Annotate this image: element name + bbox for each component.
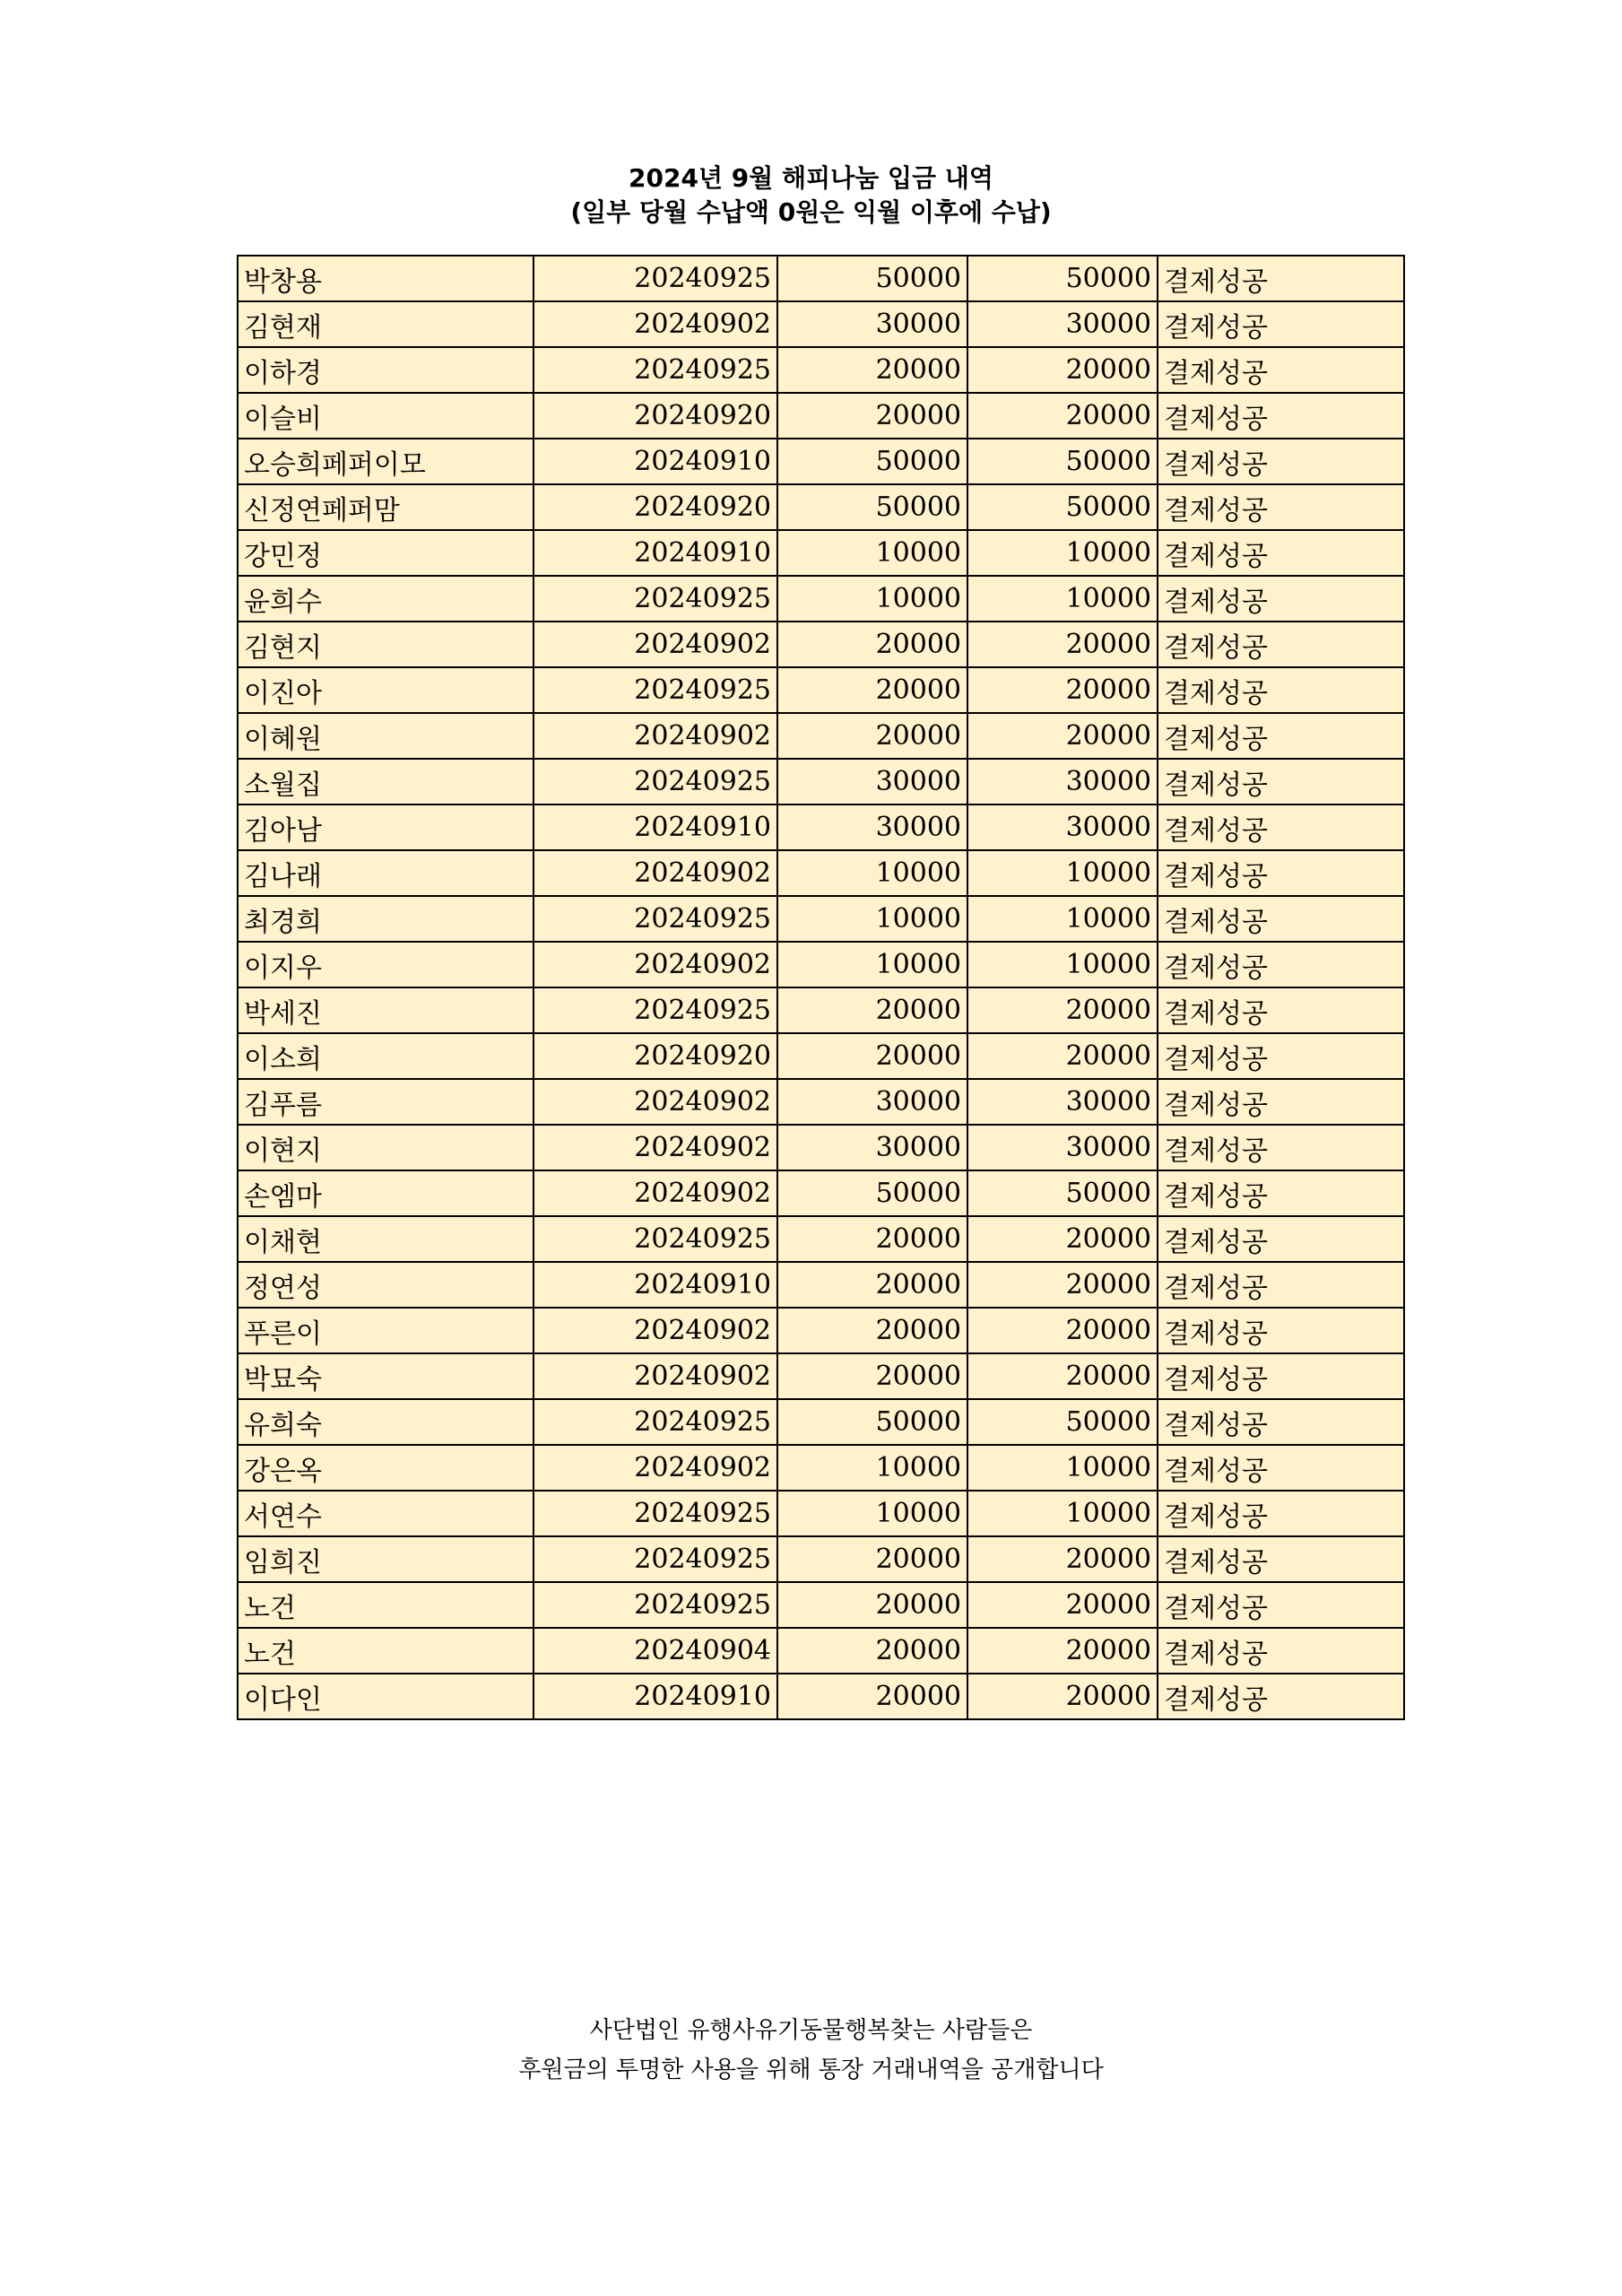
- date-cell: 20240902: [533, 713, 777, 759]
- status-cell: 결제성공: [1158, 1445, 1404, 1491]
- date-cell: 20240925: [533, 576, 777, 622]
- billed-amount-cell: 50000: [777, 439, 967, 484]
- donor-name-cell: 신정연페퍼맘: [238, 484, 533, 530]
- date-cell: 20240920: [533, 393, 777, 439]
- status-cell: 결제성공: [1158, 1674, 1404, 1719]
- donor-name-cell: 강민정: [238, 530, 533, 576]
- date-cell: 20240925: [533, 1491, 777, 1536]
- table-row: [238, 942, 1404, 987]
- paid-amount-cell: 30000: [967, 301, 1158, 347]
- date-cell: 20240902: [533, 1079, 777, 1125]
- date-cell: 20240910: [533, 1262, 777, 1308]
- billed-amount-cell: 10000: [777, 530, 967, 576]
- paid-amount-cell: 20000: [967, 1308, 1158, 1353]
- table-row: [238, 1582, 1404, 1628]
- table-row: [238, 1445, 1404, 1491]
- billed-amount-cell: 10000: [777, 850, 967, 896]
- billed-amount-cell: 10000: [777, 942, 967, 987]
- paid-amount-cell: 20000: [967, 622, 1158, 667]
- donor-name-cell: 임희진: [238, 1536, 533, 1582]
- date-cell: 20240925: [533, 256, 777, 301]
- date-cell: 20240902: [533, 1125, 777, 1170]
- donor-name-cell: 박세진: [238, 987, 533, 1033]
- status-cell: 결제성공: [1158, 804, 1404, 850]
- page-subtitle: (일부 당월 수납액 0원은 익월 이후에 수납): [570, 197, 1052, 227]
- donor-name-cell: 이슬비: [238, 393, 533, 439]
- table-row: [238, 850, 1404, 896]
- billed-amount-cell: 30000: [777, 301, 967, 347]
- paid-amount-cell: 20000: [967, 1262, 1158, 1308]
- status-cell: 결제성공: [1158, 530, 1404, 576]
- date-cell: 20240925: [533, 759, 777, 804]
- status-cell: 결제성공: [1158, 1399, 1404, 1445]
- table-row: [238, 896, 1404, 942]
- donor-name-cell: 서연수: [238, 1491, 533, 1536]
- date-cell: 20240902: [533, 1353, 777, 1399]
- donor-name-cell: 푸른이: [238, 1308, 533, 1353]
- deposit-table: [237, 255, 1405, 1720]
- status-cell: 결제성공: [1158, 1536, 1404, 1582]
- table-row: [238, 759, 1404, 804]
- paid-amount-cell: 10000: [967, 850, 1158, 896]
- donor-name-cell: 유희숙: [238, 1399, 533, 1445]
- status-cell: 결제성공: [1158, 1308, 1404, 1353]
- status-cell: 결제성공: [1158, 850, 1404, 896]
- donor-name-cell: 이하경: [238, 347, 533, 393]
- deposit-table-body: [238, 256, 1404, 1719]
- billed-amount-cell: 20000: [777, 1674, 967, 1719]
- status-cell: 결제성공: [1158, 759, 1404, 804]
- table-row: [238, 256, 1404, 301]
- billed-amount-cell: 50000: [777, 256, 967, 301]
- date-cell: 20240925: [533, 987, 777, 1033]
- billed-amount-cell: 20000: [777, 393, 967, 439]
- donor-name-cell: 오승희페퍼이모: [238, 439, 533, 484]
- status-cell: 결제성공: [1158, 576, 1404, 622]
- table-row: [238, 484, 1404, 530]
- status-cell: 결제성공: [1158, 1170, 1404, 1216]
- date-cell: 20240902: [533, 622, 777, 667]
- date-cell: 20240902: [533, 850, 777, 896]
- status-cell: 결제성공: [1158, 347, 1404, 393]
- date-cell: 20240910: [533, 439, 777, 484]
- billed-amount-cell: 20000: [777, 1033, 967, 1079]
- table-row: [238, 1125, 1404, 1170]
- paid-amount-cell: 30000: [967, 804, 1158, 850]
- billed-amount-cell: 20000: [777, 987, 967, 1033]
- billed-amount-cell: 10000: [777, 576, 967, 622]
- table-row: [238, 1033, 1404, 1079]
- footer-line-1: 사단법인 유행사유기동물행복찾는 사람들은: [589, 2017, 1033, 2044]
- paid-amount-cell: 20000: [967, 1353, 1158, 1399]
- status-cell: 결제성공: [1158, 1216, 1404, 1262]
- date-cell: 20240920: [533, 1033, 777, 1079]
- status-cell: 결제성공: [1158, 256, 1404, 301]
- billed-amount-cell: 10000: [777, 896, 967, 942]
- billed-amount-cell: 30000: [777, 759, 967, 804]
- status-cell: 결제성공: [1158, 1491, 1404, 1536]
- donor-name-cell: 노건: [238, 1582, 533, 1628]
- paid-amount-cell: 20000: [967, 987, 1158, 1033]
- date-cell: 20240902: [533, 1445, 777, 1491]
- donor-name-cell: 김나래: [238, 850, 533, 896]
- donor-name-cell: 이소희: [238, 1033, 533, 1079]
- status-cell: 결제성공: [1158, 301, 1404, 347]
- table-row: [238, 1308, 1404, 1353]
- page-title: 2024년 9월 해피나눔 입금 내역: [629, 163, 993, 193]
- status-cell: 결제성공: [1158, 987, 1404, 1033]
- status-cell: 결제성공: [1158, 1079, 1404, 1125]
- donor-name-cell: 김현재: [238, 301, 533, 347]
- billed-amount-cell: 30000: [777, 1125, 967, 1170]
- date-cell: 20240910: [533, 804, 777, 850]
- table-row: [238, 301, 1404, 347]
- paid-amount-cell: 50000: [967, 256, 1158, 301]
- status-cell: 결제성공: [1158, 1628, 1404, 1674]
- billed-amount-cell: 30000: [777, 1079, 967, 1125]
- date-cell: 20240925: [533, 1216, 777, 1262]
- status-cell: 결제성공: [1158, 896, 1404, 942]
- table-row: [238, 804, 1404, 850]
- table-row: [238, 1536, 1404, 1582]
- paid-amount-cell: 20000: [967, 713, 1158, 759]
- paid-amount-cell: 50000: [967, 439, 1158, 484]
- donor-name-cell: 김아남: [238, 804, 533, 850]
- donor-name-cell: 윤희수: [238, 576, 533, 622]
- date-cell: 20240925: [533, 1536, 777, 1582]
- paid-amount-cell: 30000: [967, 1079, 1158, 1125]
- date-cell: 20240910: [533, 1674, 777, 1719]
- billed-amount-cell: 10000: [777, 1491, 967, 1536]
- status-cell: 결제성공: [1158, 1353, 1404, 1399]
- billed-amount-cell: 10000: [777, 1445, 967, 1491]
- donor-name-cell: 박창용: [238, 256, 533, 301]
- donor-name-cell: 소월집: [238, 759, 533, 804]
- status-cell: 결제성공: [1158, 667, 1404, 713]
- donor-name-cell: 정연성: [238, 1262, 533, 1308]
- billed-amount-cell: 20000: [777, 667, 967, 713]
- table-row: [238, 1491, 1404, 1536]
- paid-amount-cell: 10000: [967, 576, 1158, 622]
- donor-name-cell: 이현지: [238, 1125, 533, 1170]
- status-cell: 결제성공: [1158, 942, 1404, 987]
- billed-amount-cell: 20000: [777, 1308, 967, 1353]
- billed-amount-cell: 30000: [777, 804, 967, 850]
- table-row: [238, 1216, 1404, 1262]
- billed-amount-cell: 20000: [777, 1628, 967, 1674]
- date-cell: 20240925: [533, 896, 777, 942]
- paid-amount-cell: 50000: [967, 1399, 1158, 1445]
- donor-name-cell: 손엠마: [238, 1170, 533, 1216]
- paid-amount-cell: 20000: [967, 1628, 1158, 1674]
- paid-amount-cell: 20000: [967, 347, 1158, 393]
- table-row: [238, 1674, 1404, 1719]
- billed-amount-cell: 20000: [777, 1353, 967, 1399]
- paid-amount-cell: 20000: [967, 1033, 1158, 1079]
- donor-name-cell: 최경희: [238, 896, 533, 942]
- table-row: [238, 1262, 1404, 1308]
- table-row: [238, 439, 1404, 484]
- footer-line-2: 후원금의 투명한 사용을 위해 통장 거래내역을 공개합니다: [518, 2057, 1104, 2083]
- donor-name-cell: 이채현: [238, 1216, 533, 1262]
- donor-name-cell: 김푸름: [238, 1079, 533, 1125]
- status-cell: 결제성공: [1158, 713, 1404, 759]
- billed-amount-cell: 50000: [777, 1399, 967, 1445]
- date-cell: 20240925: [533, 667, 777, 713]
- table-row: [238, 393, 1404, 439]
- paid-amount-cell: 30000: [967, 1125, 1158, 1170]
- table-row: [238, 1628, 1404, 1674]
- table-row: [238, 987, 1404, 1033]
- date-cell: 20240902: [533, 1170, 777, 1216]
- paid-amount-cell: 10000: [967, 1445, 1158, 1491]
- table-row: [238, 1170, 1404, 1216]
- billed-amount-cell: 20000: [777, 1262, 967, 1308]
- billed-amount-cell: 20000: [777, 347, 967, 393]
- paid-amount-cell: 10000: [967, 896, 1158, 942]
- donor-name-cell: 이진아: [238, 667, 533, 713]
- table-row: [238, 1353, 1404, 1399]
- status-cell: 결제성공: [1158, 1125, 1404, 1170]
- table-row: [238, 576, 1404, 622]
- status-cell: 결제성공: [1158, 1262, 1404, 1308]
- paid-amount-cell: 20000: [967, 1674, 1158, 1719]
- date-cell: 20240902: [533, 1308, 777, 1353]
- billed-amount-cell: 20000: [777, 1582, 967, 1628]
- paid-amount-cell: 20000: [967, 667, 1158, 713]
- status-cell: 결제성공: [1158, 1582, 1404, 1628]
- table-row: [238, 530, 1404, 576]
- status-cell: 결제성공: [1158, 484, 1404, 530]
- status-cell: 결제성공: [1158, 622, 1404, 667]
- paid-amount-cell: 10000: [967, 942, 1158, 987]
- date-cell: 20240920: [533, 484, 777, 530]
- paid-amount-cell: 20000: [967, 1536, 1158, 1582]
- date-cell: 20240902: [533, 301, 777, 347]
- paid-amount-cell: 20000: [967, 1582, 1158, 1628]
- status-cell: 결제성공: [1158, 393, 1404, 439]
- paid-amount-cell: 10000: [967, 530, 1158, 576]
- date-cell: 20240925: [533, 347, 777, 393]
- billed-amount-cell: 50000: [777, 484, 967, 530]
- donor-name-cell: 박묘숙: [238, 1353, 533, 1399]
- donor-name-cell: 노건: [238, 1628, 533, 1674]
- table-row: [238, 1399, 1404, 1445]
- status-cell: 결제성공: [1158, 439, 1404, 484]
- donor-name-cell: 김현지: [238, 622, 533, 667]
- date-cell: 20240925: [533, 1582, 777, 1628]
- table-row: [238, 1079, 1404, 1125]
- date-cell: 20240910: [533, 530, 777, 576]
- date-cell: 20240904: [533, 1628, 777, 1674]
- donor-name-cell: 강은옥: [238, 1445, 533, 1491]
- table-row: [238, 713, 1404, 759]
- paid-amount-cell: 20000: [967, 393, 1158, 439]
- donor-name-cell: 이지우: [238, 942, 533, 987]
- paid-amount-cell: 50000: [967, 484, 1158, 530]
- billed-amount-cell: 50000: [777, 1170, 967, 1216]
- billed-amount-cell: 20000: [777, 1216, 967, 1262]
- donor-name-cell: 이다인: [238, 1674, 533, 1719]
- table-row: [238, 622, 1404, 667]
- paid-amount-cell: 30000: [967, 759, 1158, 804]
- date-cell: 20240925: [533, 1399, 777, 1445]
- status-cell: 결제성공: [1158, 1033, 1404, 1079]
- paid-amount-cell: 50000: [967, 1170, 1158, 1216]
- paid-amount-cell: 20000: [967, 1216, 1158, 1262]
- paid-amount-cell: 10000: [967, 1491, 1158, 1536]
- billed-amount-cell: 20000: [777, 713, 967, 759]
- table-row: [238, 347, 1404, 393]
- table-row: [238, 667, 1404, 713]
- billed-amount-cell: 20000: [777, 622, 967, 667]
- date-cell: 20240902: [533, 942, 777, 987]
- donor-name-cell: 이혜원: [238, 713, 533, 759]
- billed-amount-cell: 20000: [777, 1536, 967, 1582]
